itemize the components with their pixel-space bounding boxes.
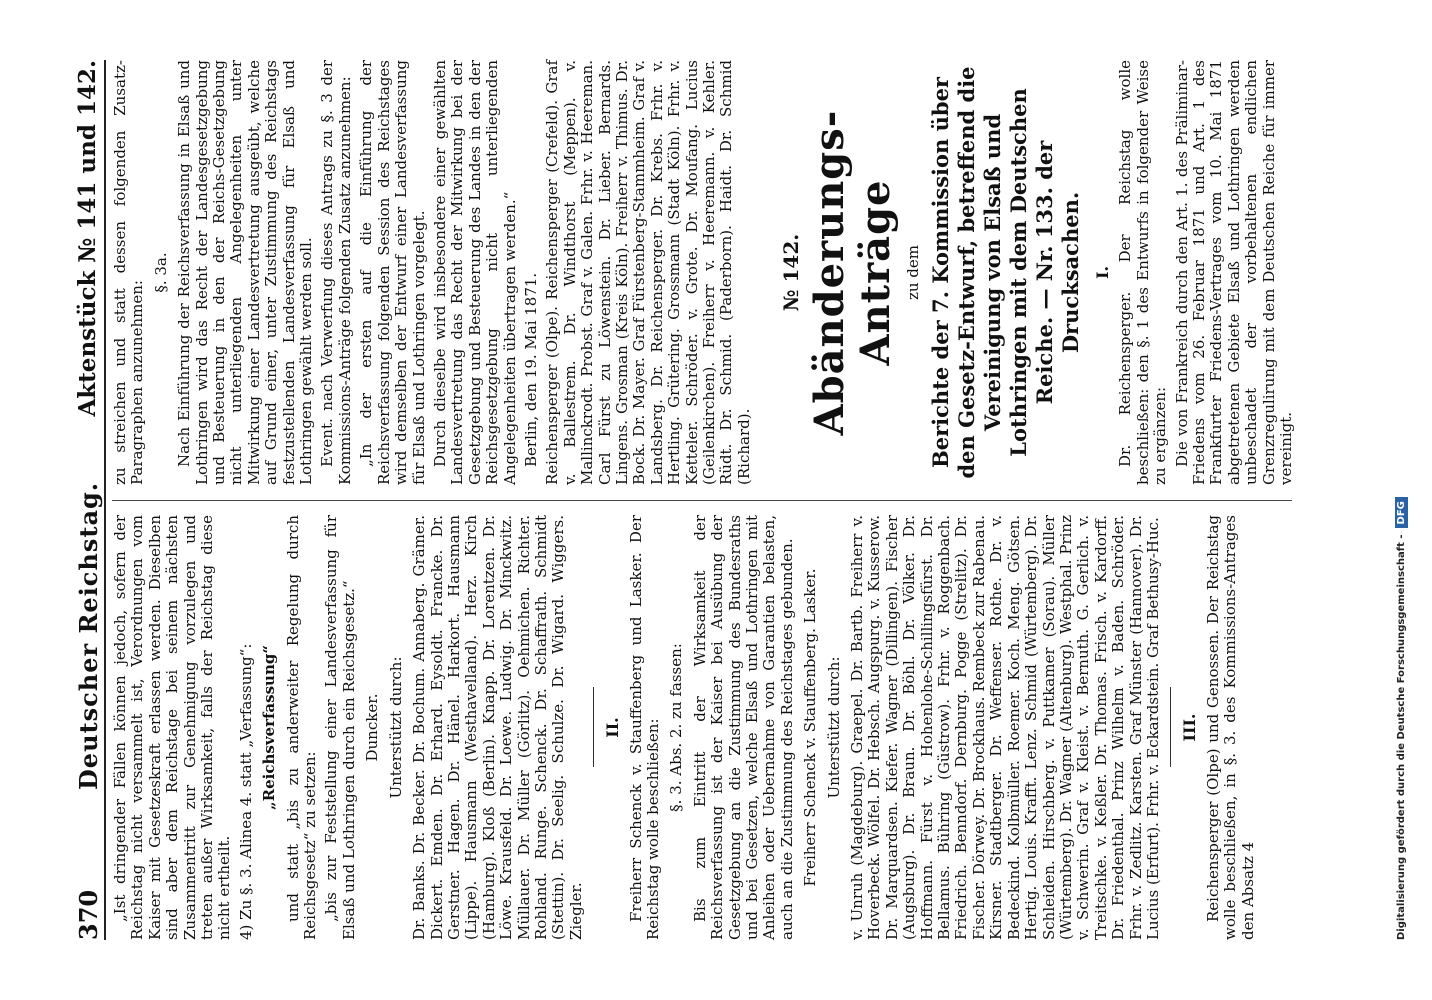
eventual-quote: „In der ersten auf die Einführung der Reichsverfassung folgenden Session des Reichstages wird demselben der Entwurf einer Landesverfassung für Elsaß und Lothringen vorgelegt. bbox=[357, 60, 428, 485]
eventual-text: Durch dieselbe wird insbesondere einer gewählten Landesvertretung das Recht der Mitwirkung bei der Gesetzgebung und Besteuerung des Landes in den der Reichsgesetzgebung nicht unterliegenden Angelegenheiten übertragen werden.“ bbox=[430, 60, 519, 485]
section-heading-3: III. bbox=[1180, 713, 1200, 742]
motion-3-text: Reichensperger (Olpe) und Genossen. Der Reichstag wolle beschließen, in §. 3. des Kommissions-Antrages den Absatz 4 bbox=[1203, 515, 1257, 940]
supported-label-2: Unterstützt durch: bbox=[824, 656, 843, 799]
paragraph-label: §. 3a. bbox=[151, 252, 170, 293]
document-reference: Aktenstück № 141 und 142. bbox=[74, 60, 101, 417]
page-header bbox=[74, 60, 106, 940]
title-sub: zu dem bbox=[903, 244, 922, 301]
motion-1-text: Die von Frankreich durch den Art. 1. des Präliminar-Friedens vom 26. Februar 1871 und Art. 1 des Frankfurter Friedens-Vertrages vom 10. Mai 1871 abgetretenen Gebiete Elsaß und Lothringen werden unbeschadet der vorbehaltenen endlichen Grenzregulirung mit dem Deutschen Reiche für immer vereinigt. bbox=[1172, 60, 1296, 485]
amendment-item-4-quote: „Reichsverfassung“ bbox=[260, 645, 279, 810]
amendment-item-4-text: „bis zur Feststellung einer Landesverfassung für Elsaß und Lothringen durch ein Reichsgesetz.“ bbox=[322, 515, 358, 940]
digitization-footer bbox=[1395, 40, 1408, 940]
left-column bbox=[112, 515, 1261, 940]
motion-2-text: Bis zum Eintritt der Wirksamkeit der Reichsverfassung ist der Kaiser bei Ausübung der Gesetzgebung an die Zustimmung des Bundesraths und bei Gesetzen, welche Elsaß und Lothringen mit Anleihen oder Uebernahme von Garantien belasten, auch an die Zustimmung des Reichstages gebunden. bbox=[690, 515, 796, 940]
motion-2-ref: §. 3. Abs. 2. zu fassen: bbox=[667, 643, 686, 812]
motion-2-intro: Freiherr Schenck v. Stauffenberg und Lasker. Der Reichstag wolle beschließen: bbox=[626, 515, 662, 940]
right-column bbox=[112, 60, 1300, 485]
column-divider bbox=[112, 500, 1292, 501]
dfg-badge: DFG bbox=[1395, 497, 1408, 528]
amendment-item-4-and: und statt „bis zu anderweiter Regelung durch Reichsgesetz“ zu setzen: bbox=[283, 515, 320, 940]
section-rule bbox=[593, 688, 594, 768]
page-number: 370 bbox=[74, 889, 103, 940]
signer-stauffenberg: Freiherr Schenck v. Stauffenberg. Lasker. bbox=[801, 568, 820, 887]
supporters-list-1: Dr. Banks. Dr. Becker. Dr. Bochum. Annaberg. Grämer. Dickert. Emden. Dr. Erhard. Eysoldt. Francke. Dr. Gerstner. Hagen. Dr. Hänel. Harkort. Hausmann (Lippe). Hausmann (Westhavelland). Herz. Kirch (Hamburg). Kloß (Berlin). Knapp. Dr. Lorentzen. Dr. Löwe. Krausfeld. Dr. Loewe. Ludwig. Dr. Minckwitz. Müllauer. Dr. Müller (Görlitz). Oehmichen. Richter. Rohland. Runge. Schenck. Dr. Schaffrath. Schmidt (Stettin). Dr. Seelig. Schulze. Dr. Wigard. Wiggers. Ziegler. bbox=[410, 515, 585, 940]
title-description: Berichte der 7. Kommission über den Gesetz-Entwurf, betreffend die Vereinigung von Elsaß und Lothringen mit dem Deutschen Reiche. — Nr. 133. der Drucksachen. bbox=[928, 66, 1084, 479]
date-line: Berlin, den 19. Mai 1871. bbox=[521, 272, 540, 467]
section-rule-2 bbox=[1170, 688, 1171, 768]
amendment-item-4: 4) Zu §. 3. Alinea 4. statt „Verfassung“: bbox=[236, 643, 255, 940]
section-heading-1: I. bbox=[1093, 265, 1113, 280]
signer-duncker: Duncker. bbox=[363, 693, 382, 762]
motion-1-intro: Dr. Reichensperger. Der Reichstag wolle beschließen: den §. 1 des Entwurfs in folgender Weise zu ergänzen: bbox=[1116, 60, 1170, 485]
signatories-list: Reichensperger (Olpe). Reichensperger (Crefeld). Graf v. Ballestrem. Dr. Windthorst (Meppen). v. Mallinckrodt. Probst. Graf v. Galen. Frhr. v. Heereman. Carl Fürst zu Löwenstein. Dr. Lieber. Bernards. Lingens. Grosman (Kreis Köln). Freiherr v. Thimus. Dr. Bock. Dr. Mayer. Graf Fürstenberg-Stammheim. Graf v. Landsberg. Dr. Reichensperger. Dr. Krebs. Frhr. v. Hertling. Grütering. Grossmann (Stadt Köln). Frhr. v. Ketteler. Schröder. v. Grote. Dr. Moufang. Lucius (Geilenkirchen). Freiherr v. Heeremann. v. Kehler. Rüdt. Dr. Schmid. (Paderborn). Haidt. Dr. Schmid (Richard). bbox=[543, 60, 753, 485]
document-title: Abänderungs-Anträge bbox=[805, 109, 899, 436]
digitization-note: Digitalisierung gefördert durch die Deutsche Forschungsgemeinschaft - bbox=[1396, 534, 1407, 940]
publication-title: Deutscher Reichstag. bbox=[74, 481, 103, 790]
supporters-list-2: v. Unruh (Magdeburg). Graepel. Dr. Bartb. Freiherr v. Hoverbeck. Wölfel. Dr. Hebsch. Augspurg. v. Kusserow. Dr. Marquardsen. Kiefer. Wagner (Dillingen). Fischer (Augsburg). Dr. Braun. Dr. Böhl. Dr. Völker. Dr. Hoffmann. Fürst v. Hohenlohe-Schillingsfürst. Dr. Bellamus. Bühring (Güstrow). Frhr. v. Roggenbach. Friedrich. Benndorf. Dernburg. Pogge (Strelitz). Dr. Fischer. Dörwey. Dr. Brockhaus. Rembeck zur Rabenau. Kirsner. Stadtberger. Dr. Weffenser. Rothe. Dr. v. Bedeckind. Kolbmüller. Roemer. Koch. Meng. Götsen. Hertig. Louis. Krafft. Lenz. Schmid (Würtemberg). Dr. Schleiden. Hirschberg. v. Puttkamer (Sorau). Müller (Würtemberg). Dr. Wagner (Altenburg). Westphal. Prinz v. Schwerin. Graf v. Kleist. v. Bernuth. G. Gerlich. v. Treitschke. v. Keßler. Dr. Thomas. Frisch. v. Kardorff. Dr. Friedenthal. Prinz Wilhelm v. Baden. Schröder. Frhr. v. Zedlitz. Karsten. Graf Münster (Hannover). Dr. Lucius (Erfurt). Frhr. v. Eckardstein. Graf Bethusy-Huc. bbox=[848, 515, 1162, 940]
supported-label: Unterstützt durch: bbox=[386, 656, 405, 799]
eventual-intro: Event. nach Verwerfung dieses Antrags zu §. 3 der Kommissions-Anträge folgenden Zusatz anzunehmen: bbox=[318, 60, 354, 485]
right-intro: zu streichen und statt dessen folgenden Zusatz-Paragraphen anzunehmen: bbox=[111, 60, 147, 485]
document-number: № 142. bbox=[779, 233, 804, 312]
section-heading-2: II. bbox=[603, 717, 623, 738]
intro-text: „Ist dringender Fällen können jedoch, sofern der Reichstag nicht versammelt ist, Verordnungen vom Kaiser mit Gesetzeskraft erlassen werden. Dieselben sind aber dem Reichstage bei seinem nächsten Zusammentritt zur Genehmigung vorzulegen und treten außer Wirksamkeit, falls der Reichstag diese nicht ertheilt. bbox=[111, 515, 234, 940]
paragraph-3a-text: Nach Einführung der Reichsverfassung in Elsaß und Lothringen wird das Recht der Landesgesetzgebung und Besteuerung in den der Reichs-Gesetzgebung nicht unterliegenden Angelegenheiten unter Mitwirkung einer Landesvertretung ausgeübt, welche auf Grund einer, unter Zustimmung des Reichstags festzustellenden Landesverfassung für Elsaß und Lothringen gewählt werden soll. bbox=[175, 60, 316, 485]
